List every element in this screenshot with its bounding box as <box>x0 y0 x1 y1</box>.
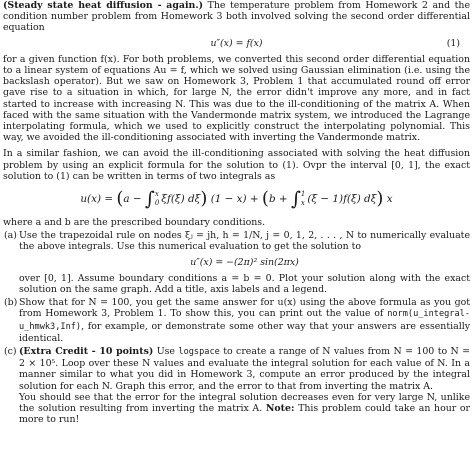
part-b <box>3 297 470 344</box>
extra-credit-label: (Extra Credit - 10 points) <box>19 346 154 358</box>
part-c-note: You should see that the error for the integral solution decreases even for very large N, unlike the solution resulting from inverting the matrix A. Note: This problem could take an hour or more to run! <box>19 391 470 426</box>
integral-sign-2: ∫ <box>290 188 301 211</box>
integral-2-body: (ξ − 1)f(ξ) dξ <box>307 193 377 206</box>
eq2-mid: (1 − x) + <box>210 193 259 206</box>
part-a-text: Use the trapezoidal rule on nodes ξⱼ = jh, h = 1/N, j = 0, 1, 2, . . . , N to numerically evaluate the above integrals. Use this numerical evaluation to get the solution to <box>19 230 470 253</box>
part-a <box>3 230 470 295</box>
eq2-tail: x <box>386 193 393 206</box>
part-a-label: (a) <box>4 230 17 242</box>
paragraph-3: where a and b are the prescribed boundary conditions. <box>3 217 266 229</box>
part-c-text: (Extra Credit - 10 points) Use logspace to create a range of N values from N = 100 to N = 2 × 10⁵. Loop over these N values and evaluate the integral solution for each value of N. In a manner similar to what you did in Homework 3, compute an error produced by the integral solution for each N. Graph this error, and the error to that from inverting the matrix A. <box>19 346 470 392</box>
part-c-label: (c) <box>4 346 17 358</box>
note-label: Note: <box>265 403 295 415</box>
paragraph-2: In a similar fashion, we can avoid the ill-conditioning associated with solving the heat diffusion problem by using an explicit formula for the solution to (1). Ovpr the interval [0, 1], the exact solution to (1) can be written in terms of two integrals as <box>3 148 470 182</box>
part-c-code: logspace <box>178 347 220 358</box>
integral-sign-1: ∫ <box>144 188 155 211</box>
eq2-b: b + <box>268 193 288 206</box>
integral-solution-equation: u(x) = (a − ∫x 0 ξf(ξ) dξ) (1 − x) + (b + ∫1 x (ξ − 1)f(ξ) dξ) x <box>80 188 393 211</box>
paragraph-1: for a given function f(x). For both problems, we converted this second order differential equation to a linear system of equations Au = f, which we solved using Gaussian elimination (i.e. using the backslash operator). But we saw on Homework 3, Problem 1 that accumulated round off error gave rise to a situation in which, for large N, the error didn't improve any more, and in fact started to increase with increasing N. This was due to the ill-conditioning of the matrix A. When faced with the same situation with the Vandermonde matrix system, we introduced the Lagrange interpolating formula, which we used to explicitly construct the interpolating polynomial. This way, we avoided the ill-conditioning associated with inverting the Vandermonde matrix. <box>3 53 470 144</box>
part-a-equation: u″(x) = −(2π)² sin(2πx) <box>190 256 299 268</box>
intro-paragraph <box>3 0 470 34</box>
part-a-text-2: over [0, 1]. Assume boundary conditions a = b = 0. Plot your solution along with the exact solution on the same graph. Add a title, axis labels and a legend. <box>19 272 470 296</box>
intro-text: The temperature problem from Homework 2 and the condition number problem from Homework 3 both involved solving the second order differential equation <box>3 0 470 34</box>
part-c <box>3 346 470 425</box>
integral-2-limits: 1 x <box>300 190 306 208</box>
equation-1 <box>3 38 470 49</box>
equation-1-number: (1) <box>446 37 460 49</box>
eq2-lhs: u(x) = <box>80 193 114 206</box>
eq2-a: a − <box>123 193 142 206</box>
integral-1-limits: x 0 <box>154 190 160 208</box>
part-b-code: norm(u_integral-u_hmwk3,Inf) <box>19 309 470 332</box>
problem-title: (Steady state heat diffusion - again.) <box>3 0 204 11</box>
equation-1-expr: u″(x) = f(x) <box>210 37 263 49</box>
part-b-label: (b) <box>4 297 18 309</box>
part-b-text: Show that for N = 100, you get the same answer for u(x) using the above formula as you got from Homework 3, Problem 1. To show this, you can print out the value of norm(u_integral-u_hmwk3,Inf), for example, or demonstrate some other way that your answers are essentially identical. <box>19 297 470 344</box>
integral-1-body: ξf(ξ) dξ <box>161 193 201 206</box>
